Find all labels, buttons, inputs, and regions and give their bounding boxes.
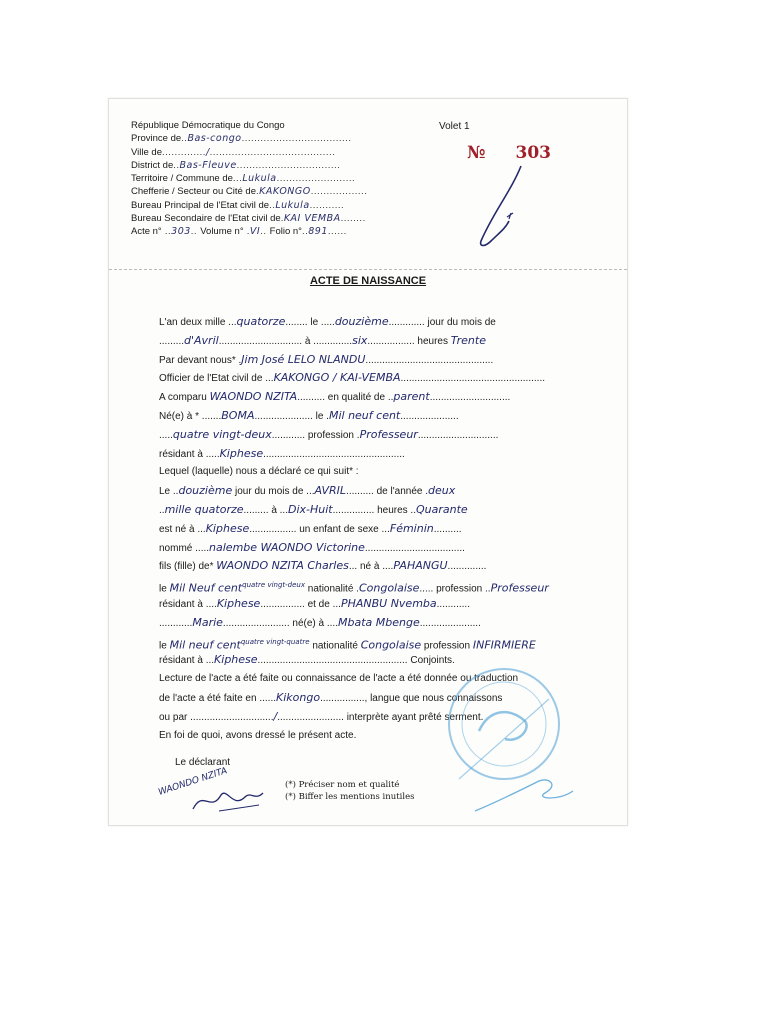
l15-label-b: nationalité: [307, 583, 354, 595]
line-declaration: [159, 463, 599, 482]
district-line: District de..Bas-Fleuve.................................: [131, 159, 341, 171]
folio-label: Folio n°: [269, 226, 302, 238]
declaration-text: Lequel (laquelle) nous a déclaré ce qui suit* :: [159, 466, 359, 478]
l15-label-a: le: [159, 583, 167, 595]
l22-label-a: ou par: [159, 711, 188, 723]
father-profession-value: Professeur: [490, 581, 549, 595]
country-label: République Démocratique du Congo: [131, 120, 285, 131]
declarant-signature: WAONDO NZITA: [157, 766, 229, 798]
l6-label-b: le: [315, 410, 324, 422]
officer-name-value: Jim José LELO NLANDU: [241, 352, 366, 366]
birth-day-value: douzième: [178, 484, 233, 498]
bureau-principal-value: Lukula: [275, 199, 310, 211]
line-comparant-residence: résidant à .....Kiphese...................................................: [159, 446, 405, 460]
line-child-name: nommé .....nalembe WAONDO Victorine....................................: [159, 540, 465, 554]
year-value: quatorze: [236, 315, 286, 328]
l21-label-b: , langue que nous connaissons: [364, 692, 503, 704]
l14-label-b: né à: [359, 561, 380, 573]
father-name-value: WAONDO NZITA Charles: [216, 559, 349, 573]
qualite-value: parent: [393, 390, 430, 404]
comparant-birthdate-value: Mil neuf cent: [328, 408, 401, 422]
interpreter-value: /: [273, 709, 278, 723]
document-title: ACTE DE NAISSANCE: [309, 275, 427, 287]
chefferie-value: KAKONGO: [259, 186, 311, 198]
ville-label: Ville de: [131, 146, 162, 158]
comparant-birthdate-cont: quatre vingt-deux: [172, 427, 272, 441]
province-line: Province de..Bas-congo...................................: [131, 133, 352, 145]
line-officer-name: Par devant nous* .Jim José LELO NLANDU..............................................: [159, 352, 494, 366]
province-label: Province de: [131, 133, 182, 145]
bureau-secondaire-line: Bureau Secondaire de l'Etat civil de.KAI VEMBA........: [131, 213, 366, 225]
bureau-secondaire-value: KAI VEMBA: [283, 213, 341, 225]
l10-label-a: Le: [159, 486, 171, 498]
territoire-value: Lukula: [242, 173, 277, 185]
father-birthdate-value: Mil Neuf cent: [169, 581, 243, 595]
l6-label-a: Né(e) à *: [159, 410, 200, 422]
volume-value: VI: [249, 226, 261, 238]
ville-line: Ville de............../........................................: [131, 146, 336, 158]
mother-profession-value: INFIRMIERE: [472, 637, 536, 651]
l1-label-c: jour du mois de: [427, 317, 496, 328]
footnote-2: (*) Biffer les mentions inutiles: [285, 792, 415, 802]
acte-label: Acte n°: [131, 226, 162, 238]
hour-value: six: [352, 333, 368, 347]
conjoints-label: Conjoints.: [410, 655, 455, 667]
l12-label-a: est né à: [159, 523, 195, 535]
l16-label-b: et de: [307, 598, 330, 610]
l1-label-a: L'an deux mille: [159, 317, 226, 328]
mother-birthplace-value: Mbata Mbenge: [337, 615, 420, 629]
province-value: Bas-congo: [187, 133, 242, 145]
line-interpreter: ou par ............................../........................ interprète ayant prêté serment.: [159, 709, 484, 723]
line-birth-place: est né à ...Kiphese................. un enfant de sexe ...Féminin..........: [159, 521, 462, 535]
comparant-value: WAONDO NZITA: [209, 390, 298, 404]
birth-minutes-value: Quarante: [416, 502, 468, 516]
birth-month-value: AVRIL: [314, 484, 347, 498]
line-language: de l'acte a été faite en ......Kikongo................, langue que nous connaissons: [159, 690, 503, 704]
l10-label-b: jour du mois de: [235, 486, 304, 498]
folio-value: 891: [308, 226, 328, 238]
volume-label: Volume n°: [200, 226, 244, 238]
line-mother-details: [159, 633, 599, 652]
l16-label-a: résidant à: [159, 598, 203, 610]
line-father-residence: résidant à ....Kiphese................ et de ...PHANBU Nvemba............: [159, 596, 470, 610]
bureau-principal-label: Bureau Principal de l'Etat civil de: [131, 199, 270, 211]
territoire-label: Territoire / Commune de: [131, 173, 233, 185]
chefferie-line: Chefferie / Secteur ou Cité de.KAKONGO..................: [131, 186, 368, 198]
declarant-signature-scribble: [189, 779, 269, 819]
ville-value: /: [205, 146, 210, 158]
child-name-value: nalembe WAONDO Victorine: [209, 540, 365, 554]
declarant-label: Le déclarant: [175, 757, 231, 768]
l14-label-a: fils (fille) de*: [159, 561, 214, 573]
district-label: District de: [131, 159, 174, 171]
country-line: [131, 119, 431, 132]
l21-label-a: de l'acte a été faite en: [159, 692, 257, 704]
l7-label: profession: [307, 429, 354, 441]
l5-label-b: en qualité de: [327, 392, 386, 404]
comparant-profession-value: Professeur: [359, 427, 418, 441]
line-year: L'an deux mille ...quatorze........ le .....douzième............. jour du mois de: [159, 315, 496, 328]
l22-label-b: interprète ayant prêté serment.: [346, 711, 484, 723]
line-mother-residence: résidant à ...Kiphese...................................................... Conjoints.: [159, 653, 455, 667]
l19-label-a: résidant à: [159, 655, 203, 667]
line-birth-date: Le ..douzième jour du mois de ...AVRIL.......... de l'année .deux: [159, 484, 456, 498]
mother-birthdate-value: Mil neuf cent: [169, 637, 241, 651]
bureau-secondaire-label: Bureau Secondaire de l'Etat civil de: [131, 213, 281, 225]
header-separator: [109, 269, 627, 270]
father-birthplace-value: PAHANGU: [393, 559, 448, 573]
officer-initial-mark: [471, 161, 531, 251]
language-value: Kikongo: [276, 690, 321, 704]
territoire-line: Territoire / Commune de...Lukula.........................: [131, 173, 356, 185]
comparant-residence-value: Kiphese: [219, 446, 264, 460]
line-comparant: A comparu WAONDO NZITA.......... en qualité de ..parent.............................: [159, 390, 511, 404]
birth-year-cont: mille quatorze: [164, 502, 244, 516]
mother-name-value: PHANBU Nvemba: [340, 596, 437, 610]
l18-label-a: le: [159, 639, 167, 651]
mother-residence-value: Kiphese: [214, 653, 258, 667]
birth-year-value: deux: [428, 484, 456, 498]
comparant-birthplace-value: BOMA: [221, 408, 255, 422]
officer-office-value: KAKONGO / KAI-VEMBA: [273, 371, 401, 385]
sex-value: Féminin: [389, 521, 434, 535]
l2-label-a: à: [304, 335, 311, 347]
l10-label-c: de l'année: [376, 486, 423, 498]
officer-signature: [469, 771, 579, 821]
mother-name-cont: Marie: [192, 615, 223, 629]
line-father: fils (fille) de* WAONDO NZITA Charles... né à ....PAHANGU..............: [159, 559, 487, 573]
birth-place-value: Kiphese: [205, 521, 250, 535]
father-residence-value: Kiphese: [216, 596, 261, 610]
acte-value: 303: [171, 226, 191, 238]
lecture-text: Lecture de l'acte a été faite ou connaissance de l'acte a été donnée ou traduction: [159, 673, 519, 685]
mother-birthdate-sup: quatre vingt-quatre: [240, 637, 310, 646]
l11-label-a: à: [271, 504, 277, 516]
footnotes: [285, 779, 414, 803]
footnote-1: (*) Préciser nom et qualité: [285, 780, 400, 790]
l5-label-a: A comparu: [159, 392, 207, 404]
month-value: d'Avril: [184, 333, 219, 347]
numero-value: 303: [515, 143, 551, 163]
l8-label: résidant à: [159, 448, 203, 460]
line-comparant-profession: .....quatre vingt-deux............ profession .Professeur.............................: [159, 427, 499, 441]
bureau-principal-line: Bureau Principal de l'Etat civil de..Lukula...........: [131, 199, 345, 211]
l17-label: né(e) à: [292, 617, 325, 629]
line-month: .........d'Avril.............................. à ..............six................. heures Trente: [159, 333, 486, 347]
father-birthdate-sup: quatre vingt-deux: [242, 581, 306, 590]
line-birth-time: ..mille quatorze......... à ...Dix-Huit............... heures ..Quarante: [159, 502, 468, 516]
l13-label: nommé: [159, 542, 193, 554]
father-nationality-value: Congolaise: [358, 581, 420, 595]
certificate-number: [467, 143, 551, 163]
line-officer-office: Officier de l'Etat civil de ...KAKONGO / KAI-VEMBA....................................................: [159, 371, 546, 385]
l3-label: Par devant nous*: [159, 354, 236, 366]
numero-symbol: №: [467, 143, 486, 163]
birth-certificate-sheet: [108, 98, 628, 826]
l1-label-b: le: [310, 317, 319, 328]
birth-hour-value: Dix-Huit: [288, 502, 333, 516]
minutes-value: Trente: [450, 333, 486, 347]
administrative-header: [131, 119, 431, 239]
volet-label: Volet 1: [439, 121, 470, 132]
l15-label-c: profession: [436, 583, 483, 595]
l2-label-b: heures: [417, 335, 448, 347]
mother-nationality-value: Congolaise: [360, 637, 422, 651]
line-comparant-birth: Né(e) à * .......BOMA..................... le .Mil neuf cent.....................: [159, 408, 459, 422]
district-value: Bas-Fleuve: [179, 159, 237, 171]
l18-label-c: profession: [423, 639, 471, 651]
day-value: douzième: [334, 315, 389, 328]
line-father-details: le Mil Neuf cent$^{quatre vingt-deux}$ nationalité .Congolaise..... profession ..Professeur: [159, 581, 549, 595]
l11-label-b: heures: [377, 504, 408, 516]
acte-line: Acte n° ..303.. Volume n° .VI.. Folio n°..891......: [131, 226, 347, 238]
official-stamp: [439, 659, 569, 789]
line-mother: ............Marie........................ né(e) à ....Mbata Mbenge......................: [159, 615, 481, 629]
chefferie-label: Chefferie / Secteur ou Cité de: [131, 186, 256, 198]
l4-label: Officier de l'Etat civil de: [159, 373, 263, 385]
closing-text: En foi de quoi, avons dressé le présent acte.: [159, 729, 357, 741]
l12-label-b: un enfant de sexe: [299, 523, 379, 535]
l18-label-b: nationalité: [312, 639, 358, 651]
